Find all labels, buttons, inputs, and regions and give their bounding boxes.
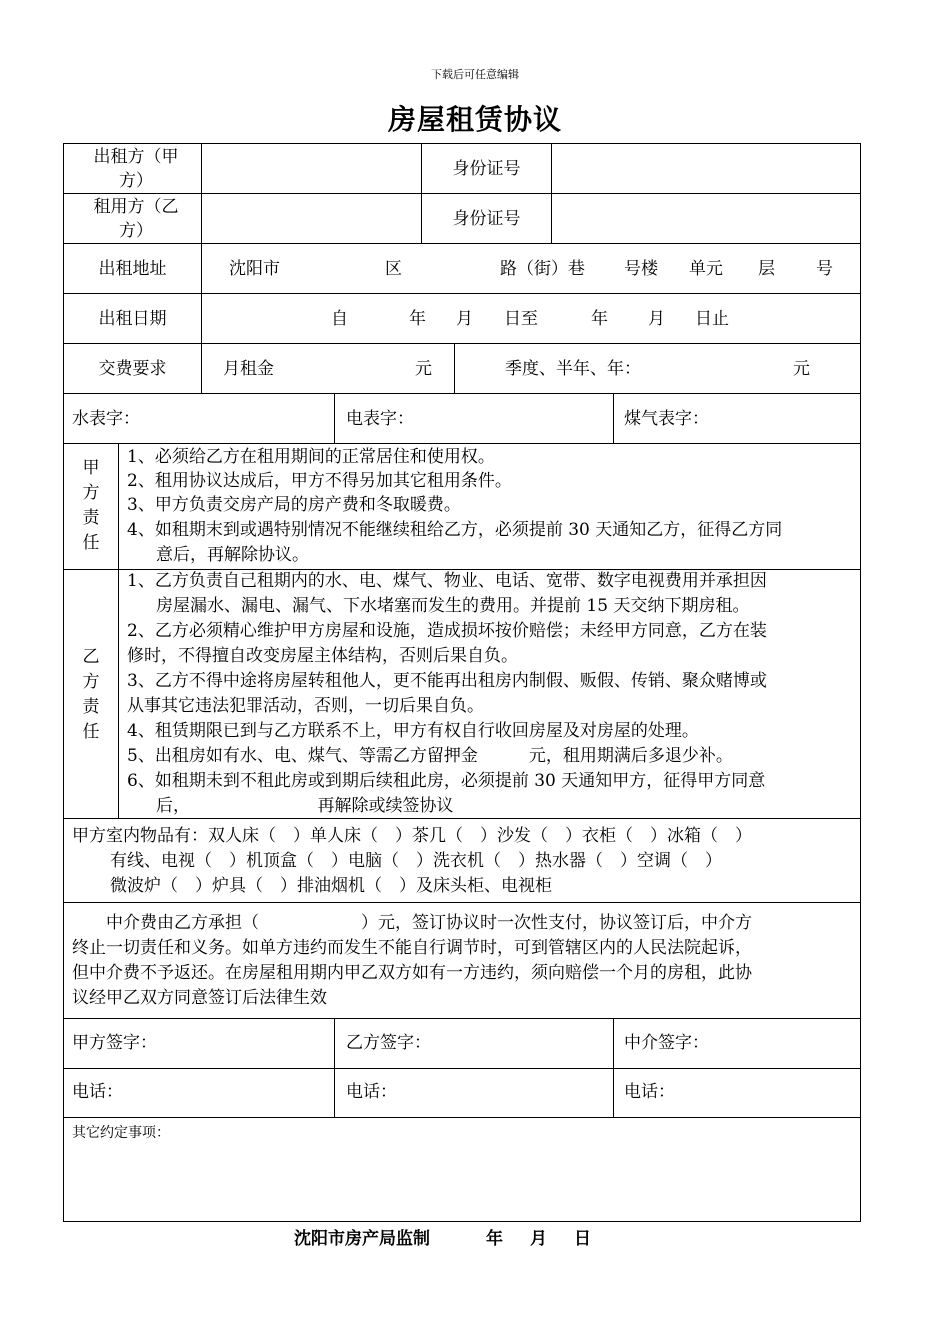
col-divider xyxy=(613,393,614,443)
party-a-line: 1、必须给乙方在租用期间的正常居住和使用权。 xyxy=(127,447,495,467)
lessee-label: 租用方（乙方） xyxy=(93,196,179,241)
party-b-line: 6、如租期未到不租此房或到期后续租此房，必须提前 30 天通知甲方，征得甲方同意 xyxy=(127,771,766,791)
lessor-id-field[interactable] xyxy=(552,144,860,193)
party-b-line: 1、乙方负责自己租期内的水、电、煤气、物业、电话、宽带、数字电视费用并承担因 xyxy=(127,571,767,591)
period-rent-unit: 元 xyxy=(793,359,810,379)
period-rent-label: 季度、半年、年： xyxy=(505,359,641,379)
top-note: 下载后可任意编辑 xyxy=(431,68,519,81)
address-district: 区 xyxy=(385,259,402,279)
address-building: 号楼 xyxy=(624,259,658,279)
lessee-id-field[interactable] xyxy=(552,194,860,243)
items-line: 有线、电视（ ）机顶盒（ ）电脑（ ）洗衣机（ ）热水器（ ）空调（ ） xyxy=(110,851,722,871)
party-b-line: 2、乙方必须精心维护甲方房屋和设施，造成损坏按价赔偿；未经甲方同意，乙方在装 xyxy=(127,621,767,641)
table-border-right xyxy=(860,143,861,1222)
address-number: 号 xyxy=(816,259,833,279)
items-line: 微波炉（ ）炉具（ ）排油烟机（ ）及床头柜、电视柜 xyxy=(110,876,552,896)
row-divider xyxy=(63,393,861,394)
col-divider xyxy=(334,1018,335,1117)
electric-meter-label: 电表字： xyxy=(346,409,414,429)
payment-label: 交费要求 xyxy=(98,358,167,379)
row-divider xyxy=(63,818,861,819)
party-b-line: 4、租赁期限已到与乙方联系不上，甲方有权自行收回房屋及对房屋的处理。 xyxy=(127,721,699,741)
party-b-phone-label: 电话： xyxy=(346,1082,397,1102)
agency-line: 中介费由乙方承担（ ）元，签订协议时一次性支付，协议签订后，中介方 xyxy=(106,913,752,933)
date-from-day: 日至 xyxy=(504,309,538,329)
footer-month: 月 xyxy=(530,1229,547,1249)
document-title: 房屋租赁协议 xyxy=(387,103,562,136)
row-divider xyxy=(63,1068,861,1069)
gas-meter-label: 煤气表字： xyxy=(624,409,709,429)
date-to-year: 年 xyxy=(591,309,608,329)
footer-year: 年 xyxy=(486,1229,503,1249)
lessor-label: 出租方（甲方） xyxy=(93,146,179,191)
date-from-year: 年 xyxy=(409,309,426,329)
party-a-side-label: 甲 方 责 任 xyxy=(82,458,100,553)
address-street: 路（街）巷 xyxy=(500,259,585,279)
lessor-id-label: 身份证号 xyxy=(452,158,521,179)
party-a-signature-label: 甲方签字： xyxy=(72,1033,157,1053)
lessee-name-field[interactable] xyxy=(202,194,421,243)
party-b-side-label: 乙 方 责 任 xyxy=(82,647,100,742)
date-to-day: 日止 xyxy=(695,309,729,329)
other-terms-label: 其它约定事项： xyxy=(72,1125,170,1141)
row-divider xyxy=(63,1117,861,1118)
party-b-line: 5、出租房如有水、电、煤气、等需乙方留押金 元，租用期满后多退少补。 xyxy=(127,746,733,766)
monthly-rent-label: 月租金 xyxy=(223,359,274,379)
lessee-id-label: 身份证号 xyxy=(452,208,521,229)
footer-issuer: 沈阳市房产局监制 xyxy=(294,1229,430,1249)
party-b-line: 修时，不得擅自改变房屋主体结构，否则后果自负。 xyxy=(127,646,518,666)
row-divider xyxy=(63,1018,861,1019)
party-b-line: 3、乙方不得中途将房屋转租他人，更不能再出租房内制假、贩假、传销、聚众赌博或 xyxy=(127,671,767,691)
agency-line: 但中介费不予返还。在房屋租用期内甲乙双方如有一方违约，须向赔偿一个月的房租，此协 xyxy=(72,963,752,983)
agent-phone-label: 电话： xyxy=(624,1082,675,1102)
agency-line: 议经甲乙双方同意签订后法律生效 xyxy=(72,988,327,1008)
party-b-line: 后， 再解除或续签协议 xyxy=(156,796,454,816)
date-from: 自 xyxy=(331,309,348,329)
table-border-bottom xyxy=(63,1221,861,1222)
footer-day: 日 xyxy=(574,1229,591,1249)
address-unit: 单元 xyxy=(689,259,723,279)
items-line: 甲方室内物品有：双人床（ ）单人床（ ）茶几（ ）沙发（ ）衣柜（ ）冰箱（ ） xyxy=(72,826,752,846)
party-a-phone-label: 电话： xyxy=(72,1082,123,1102)
party-a-line: 意后，再解除协议。 xyxy=(156,545,309,565)
address-city: 沈阳市 xyxy=(229,259,280,279)
party-b-line: 从事其它违法犯罪活动，否则，一切后果自负。 xyxy=(127,696,484,716)
address-label: 出租地址 xyxy=(98,258,167,279)
col-divider xyxy=(454,343,455,393)
lessor-name-field[interactable] xyxy=(202,144,421,193)
date-to-month: 月 xyxy=(648,309,665,329)
row-divider xyxy=(63,443,861,444)
address-floor: 层 xyxy=(758,259,775,279)
party-a-line: 4、如租期末到或遇特别情况不能继续租给乙方，必须提前 30 天通知乙方，征得乙方同 xyxy=(127,520,783,540)
col-divider xyxy=(613,1018,614,1117)
col-divider xyxy=(118,443,119,818)
agreement-table xyxy=(63,143,861,1222)
col-divider xyxy=(334,393,335,443)
monthly-rent-unit: 元 xyxy=(415,359,432,379)
rental-date-label: 出租日期 xyxy=(98,308,167,329)
party-b-line: 房屋漏水、漏电、漏气、下水堵塞而发生的费用。并提前 15 天交纳下期房租。 xyxy=(156,596,750,616)
party-b-signature-label: 乙方签字： xyxy=(346,1033,431,1053)
row-divider xyxy=(63,902,861,903)
agency-line: 终止一切责任和义务。如单方违约而发生不能自行调节时，可到管辖区内的人民法院起诉， xyxy=(72,938,752,958)
party-a-line: 2、租用协议达成后，甲方不得另加其它租用条件。 xyxy=(127,471,512,491)
date-from-month: 月 xyxy=(456,309,473,329)
party-a-line: 3、甲方负责交房产局的房产费和冬取暖费。 xyxy=(127,495,461,515)
water-meter-label: 水表字： xyxy=(72,409,140,429)
agent-signature-label: 中介签字： xyxy=(624,1033,709,1053)
other-terms-field[interactable] xyxy=(64,1143,860,1221)
